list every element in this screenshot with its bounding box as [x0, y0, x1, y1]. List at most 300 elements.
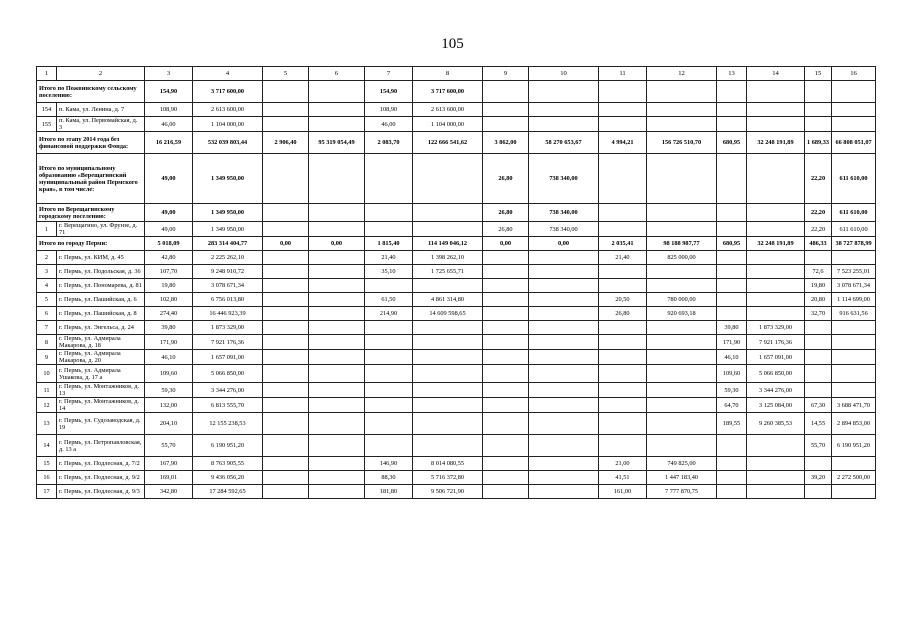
table-cell: 109,60 — [145, 365, 193, 383]
row-number: 15 — [37, 457, 57, 471]
table-row — [37, 413, 876, 435]
table-cell: 72,6 — [805, 265, 832, 279]
column-header: 3 — [145, 67, 193, 81]
table-cell: 22,20 — [805, 154, 832, 204]
table-cell: 8 014 080,55 — [413, 457, 483, 471]
table-cell — [599, 204, 647, 222]
table-cell: 32 248 191,89 — [747, 132, 805, 154]
table-cell — [413, 335, 483, 350]
table-cell — [483, 293, 529, 307]
table-cell: 3 717 600,00 — [193, 81, 263, 103]
table-cell — [599, 435, 647, 457]
table-cell: 39,80 — [145, 321, 193, 335]
table-cell — [805, 251, 832, 265]
row-number: 5 — [37, 293, 57, 307]
table-cell: 738 340,00 — [529, 222, 599, 237]
table-header-row — [37, 67, 876, 81]
table-row — [37, 293, 876, 307]
subtotal-row — [37, 237, 876, 251]
column-header: 7 — [365, 67, 413, 81]
table-cell: 4 994,21 — [599, 132, 647, 154]
table-cell: 181,80 — [365, 485, 413, 499]
table-cell — [805, 321, 832, 335]
table-cell — [529, 435, 599, 457]
table-cell — [832, 251, 876, 265]
table-cell: 189,55 — [717, 413, 747, 435]
column-header: 11 — [599, 67, 647, 81]
table-cell — [747, 81, 805, 103]
table-cell — [413, 383, 483, 398]
table-cell — [309, 251, 365, 265]
table-cell — [717, 204, 747, 222]
table-cell — [647, 350, 717, 365]
table-cell: 64,70 — [717, 398, 747, 413]
table-cell — [483, 413, 529, 435]
table-cell — [529, 321, 599, 335]
table-cell — [263, 485, 309, 499]
table-cell — [747, 204, 805, 222]
table-cell: 32 248 191,89 — [747, 237, 805, 251]
subtotal-row — [37, 81, 876, 103]
table-cell — [717, 485, 747, 499]
table-cell: 2 083,70 — [365, 132, 413, 154]
table-row — [37, 222, 876, 237]
row-number: 10 — [37, 365, 57, 383]
table-cell: 611 610,00 — [832, 154, 876, 204]
table-cell: 154,90 — [145, 81, 193, 103]
table-cell: 20,80 — [805, 293, 832, 307]
table-cell — [529, 279, 599, 293]
table-cell: 171,90 — [717, 335, 747, 350]
table-cell — [832, 335, 876, 350]
column-header: 15 — [805, 67, 832, 81]
table-cell — [483, 81, 529, 103]
table-cell — [599, 117, 647, 132]
table-cell — [309, 485, 365, 499]
row-number: 3 — [37, 265, 57, 279]
table-cell: 3 125 084,00 — [747, 398, 805, 413]
table-cell: 21,40 — [599, 251, 647, 265]
table-cell — [832, 117, 876, 132]
table-cell — [365, 413, 413, 435]
table-cell: 9 436 056,20 — [193, 471, 263, 485]
table-cell — [529, 307, 599, 321]
table-cell: 107,70 — [145, 265, 193, 279]
table-cell: 21,40 — [365, 251, 413, 265]
table-cell: 58 270 653,67 — [529, 132, 599, 154]
table-cell: 1 104 000,00 — [413, 117, 483, 132]
table-cell — [832, 103, 876, 117]
table-cell — [805, 457, 832, 471]
table-cell — [263, 154, 309, 204]
table-cell — [483, 435, 529, 457]
housing-program-table — [36, 66, 876, 499]
table-cell — [647, 321, 717, 335]
table-body — [37, 67, 876, 499]
table-cell: 1 725 655,71 — [413, 265, 483, 279]
table-cell — [717, 457, 747, 471]
table-cell: 55,70 — [145, 435, 193, 457]
table-cell: 920 693,18 — [647, 307, 717, 321]
table-cell: 2 613 600,00 — [413, 103, 483, 117]
table-cell: 3 688 471,70 — [832, 398, 876, 413]
table-cell: 16 216,59 — [145, 132, 193, 154]
table-cell — [747, 265, 805, 279]
table-cell — [309, 321, 365, 335]
table-cell: 1 657 091,00 — [747, 350, 805, 365]
table-cell: 9 506 721,90 — [413, 485, 483, 499]
table-cell — [805, 350, 832, 365]
table-cell: 7 777 870,75 — [647, 485, 717, 499]
table-cell — [263, 81, 309, 103]
table-cell — [263, 307, 309, 321]
table-cell: 1 873 329,00 — [747, 321, 805, 335]
row-address: г. Пермь, ул. Энгельса, д. 24 — [57, 321, 145, 335]
table-cell — [647, 435, 717, 457]
column-header: 6 — [309, 67, 365, 81]
table-cell: 38 727 878,99 — [832, 237, 876, 251]
table-cell — [263, 321, 309, 335]
table-cell: 1 689,33 — [805, 132, 832, 154]
table-cell: 738 340,00 — [529, 204, 599, 222]
table-cell — [309, 154, 365, 204]
table-cell — [747, 435, 805, 457]
table-cell — [529, 457, 599, 471]
row-address: г. Пермь, ул. Монтажников, д. 13 — [57, 383, 145, 398]
table-cell: 22,20 — [805, 222, 832, 237]
table-cell: 22,20 — [805, 204, 832, 222]
table-row — [37, 335, 876, 350]
table-cell — [483, 321, 529, 335]
column-header: 8 — [413, 67, 483, 81]
table-cell — [805, 103, 832, 117]
table-cell: 41,51 — [599, 471, 647, 485]
table-cell: 49,00 — [145, 204, 193, 222]
table-cell — [805, 365, 832, 383]
table-cell — [647, 365, 717, 383]
table-cell: 67,30 — [805, 398, 832, 413]
page-number: 105 — [441, 36, 464, 52]
row-label: Итого по Пожвинскому сельскому поселению: — [37, 81, 145, 103]
row-address: г. Пермь, ул. Пономарева, д. 81 — [57, 279, 145, 293]
table-cell — [263, 471, 309, 485]
table-cell — [309, 265, 365, 279]
table-cell — [805, 81, 832, 103]
table-cell — [747, 457, 805, 471]
table-cell — [263, 117, 309, 132]
row-address: г. Пермь, ул. Адмирала Макарова, д. 18 — [57, 335, 145, 350]
row-number: 8 — [37, 335, 57, 350]
table-cell — [309, 307, 365, 321]
table-cell — [529, 335, 599, 350]
table-cell — [717, 154, 747, 204]
table-cell — [365, 154, 413, 204]
row-number: 1 — [37, 222, 57, 237]
table-row — [37, 457, 876, 471]
table-cell — [529, 117, 599, 132]
row-number: 154 — [37, 103, 57, 117]
table-cell — [413, 413, 483, 435]
row-number: 9 — [37, 350, 57, 365]
table-cell — [309, 204, 365, 222]
table-cell — [413, 321, 483, 335]
table-cell: 98 188 987,77 — [647, 237, 717, 251]
table-cell — [529, 251, 599, 265]
table-cell — [647, 154, 717, 204]
table-cell: 49,00 — [145, 154, 193, 204]
table-cell — [413, 435, 483, 457]
table-cell — [483, 279, 529, 293]
table-cell: 3 862,00 — [483, 132, 529, 154]
row-label: Итого по муниципальному образованию «Верещагинский муниципальный район Пермского края», в том числе: — [37, 154, 145, 204]
table-cell: 14,55 — [805, 413, 832, 435]
column-header: 12 — [647, 67, 717, 81]
table-cell — [717, 293, 747, 307]
table-cell — [832, 485, 876, 499]
row-label: Итого по этапу 2014 года без финансовой поддержки Фонда: — [37, 132, 145, 154]
row-number: 13 — [37, 413, 57, 435]
table-cell — [263, 335, 309, 350]
table-cell — [263, 204, 309, 222]
table-cell — [309, 117, 365, 132]
table-cell — [483, 471, 529, 485]
table-cell: 3 344 276,00 — [747, 383, 805, 398]
table-cell: 169,01 — [145, 471, 193, 485]
table-cell — [747, 471, 805, 485]
table-cell — [647, 335, 717, 350]
table-cell: 16 446 923,39 — [193, 307, 263, 321]
table-cell: 214,90 — [365, 307, 413, 321]
table-cell — [263, 265, 309, 279]
table-cell: 46,00 — [145, 117, 193, 132]
row-number: 4 — [37, 279, 57, 293]
table-cell — [309, 293, 365, 307]
table-cell: 1 349 950,00 — [193, 154, 263, 204]
table-cell: 6 190 951,20 — [832, 435, 876, 457]
table-cell: 132,00 — [145, 398, 193, 413]
table-cell — [413, 279, 483, 293]
row-address: г. Пермь, ул. Пашийская, д. 8 — [57, 307, 145, 321]
table-cell: 7 921 176,36 — [193, 335, 263, 350]
table-cell: 35,10 — [365, 265, 413, 279]
table-cell — [483, 117, 529, 132]
table-cell: 49,00 — [145, 222, 193, 237]
table-cell: 283 314 404,77 — [193, 237, 263, 251]
row-address: г. Пермь, ул. Подлесная, д. 9/3 — [57, 485, 145, 499]
table-cell: 611 610,00 — [832, 222, 876, 237]
table-cell — [805, 117, 832, 132]
table-row — [37, 398, 876, 413]
table-cell: 20,50 — [599, 293, 647, 307]
table-cell: 6 813 555,70 — [193, 398, 263, 413]
column-header: 10 — [529, 67, 599, 81]
table-cell: 1 114 699,00 — [832, 293, 876, 307]
table-cell — [413, 365, 483, 383]
table-cell — [529, 365, 599, 383]
table-cell: 59,30 — [717, 383, 747, 398]
table-cell: 1 104 000,00 — [193, 117, 263, 132]
table-cell — [365, 279, 413, 293]
table-cell: 9 260 385,53 — [747, 413, 805, 435]
row-number: 7 — [37, 321, 57, 335]
table-cell: 5 716 372,80 — [413, 471, 483, 485]
table-cell — [483, 485, 529, 499]
table-cell — [599, 335, 647, 350]
table-cell: 146,90 — [365, 457, 413, 471]
table-cell: 1 447 183,40 — [647, 471, 717, 485]
table-cell: 109,60 — [717, 365, 747, 383]
table-cell — [599, 413, 647, 435]
table-cell — [263, 222, 309, 237]
table-cell: 26,80 — [483, 204, 529, 222]
table-cell — [747, 103, 805, 117]
table-cell — [647, 204, 717, 222]
table-cell: 738 340,00 — [529, 154, 599, 204]
table-cell: 1 815,40 — [365, 237, 413, 251]
table-cell — [365, 435, 413, 457]
column-header: 14 — [747, 67, 805, 81]
table-cell: 2 225 262,10 — [193, 251, 263, 265]
table-cell — [832, 365, 876, 383]
table-cell — [747, 279, 805, 293]
table-cell: 3 078 671,34 — [193, 279, 263, 293]
table-cell: 5 018,09 — [145, 237, 193, 251]
table-cell — [599, 154, 647, 204]
column-header: 9 — [483, 67, 529, 81]
table-cell — [529, 103, 599, 117]
table-cell — [747, 485, 805, 499]
table-cell: 1 349 950,00 — [193, 222, 263, 237]
table-cell — [529, 413, 599, 435]
table-cell — [483, 251, 529, 265]
table-cell — [599, 279, 647, 293]
table-cell — [647, 222, 717, 237]
subtotal-row — [37, 154, 876, 204]
table-cell — [832, 81, 876, 103]
table-cell: 3 078 671,34 — [832, 279, 876, 293]
table-cell — [483, 398, 529, 413]
table-cell: 8 763 905,55 — [193, 457, 263, 471]
table-cell: 2 272 500,00 — [832, 471, 876, 485]
row-number: 6 — [37, 307, 57, 321]
table-cell — [717, 251, 747, 265]
table-cell — [599, 81, 647, 103]
table-cell: 5 066 850,00 — [193, 365, 263, 383]
table-cell — [365, 398, 413, 413]
table-cell — [832, 457, 876, 471]
table-cell — [309, 279, 365, 293]
table-cell — [309, 222, 365, 237]
column-header: 13 — [717, 67, 747, 81]
table-cell — [747, 307, 805, 321]
table-cell — [805, 335, 832, 350]
table-cell — [599, 365, 647, 383]
table-cell: 32,70 — [805, 307, 832, 321]
table-cell: 7 523 255,01 — [832, 265, 876, 279]
table-cell: 12 155 238,53 — [193, 413, 263, 435]
table-cell — [263, 350, 309, 365]
table-cell — [832, 321, 876, 335]
table-cell — [599, 321, 647, 335]
row-address: г. Пермь, ул. Подлесная, д. 7/2 — [57, 457, 145, 471]
table-cell — [647, 81, 717, 103]
table-cell: 26,80 — [599, 307, 647, 321]
table-cell — [717, 307, 747, 321]
table-row — [37, 279, 876, 293]
table-cell — [529, 81, 599, 103]
table-cell — [309, 103, 365, 117]
table-row — [37, 485, 876, 499]
table-cell — [263, 103, 309, 117]
row-number: 155 — [37, 117, 57, 132]
table-cell — [529, 485, 599, 499]
table-cell — [263, 365, 309, 383]
table-cell: 108,90 — [365, 103, 413, 117]
table-cell: 19,80 — [145, 279, 193, 293]
table-cell: 0,00 — [483, 237, 529, 251]
table-cell — [263, 251, 309, 265]
table-cell: 46,10 — [145, 350, 193, 365]
column-header: 4 — [193, 67, 263, 81]
table-cell — [263, 413, 309, 435]
table-row — [37, 435, 876, 457]
table-row — [37, 265, 876, 279]
table-cell: 6 190 951,20 — [193, 435, 263, 457]
table-cell — [263, 435, 309, 457]
table-cell: 39,80 — [717, 321, 747, 335]
table-cell: 2 035,41 — [599, 237, 647, 251]
table-cell: 26,80 — [483, 154, 529, 204]
table-cell — [832, 383, 876, 398]
column-header: 1 — [37, 67, 57, 81]
table-cell — [599, 103, 647, 117]
row-address: г. Пермь, ул. Пашийская, д. 6 — [57, 293, 145, 307]
table-cell: 2 894 853,00 — [832, 413, 876, 435]
table-cell — [413, 154, 483, 204]
table-row — [37, 117, 876, 132]
table-cell — [309, 435, 365, 457]
table-cell — [717, 103, 747, 117]
table-cell: 102,80 — [145, 293, 193, 307]
table-cell: 780 000,00 — [647, 293, 717, 307]
table-row — [37, 103, 876, 117]
table-cell — [747, 293, 805, 307]
table-cell: 42,80 — [145, 251, 193, 265]
table-cell — [747, 222, 805, 237]
table-cell: 4 861 314,80 — [413, 293, 483, 307]
table-cell — [263, 398, 309, 413]
table-cell — [529, 293, 599, 307]
table-cell — [483, 103, 529, 117]
table-cell: 5 066 850,00 — [747, 365, 805, 383]
table-cell: 55,70 — [805, 435, 832, 457]
table-cell: 0,00 — [263, 237, 309, 251]
row-label: Итого по городу Перми: — [37, 237, 145, 251]
table-cell — [309, 471, 365, 485]
table-cell: 161,00 — [599, 485, 647, 499]
table-cell: 21,00 — [599, 457, 647, 471]
table-cell — [365, 350, 413, 365]
row-label: Итого по Верещагинскому городскому поселению: — [37, 204, 145, 222]
column-header: 16 — [832, 67, 876, 81]
table-cell — [647, 103, 717, 117]
table-cell: 0,00 — [309, 237, 365, 251]
table-cell — [717, 222, 747, 237]
table-cell — [413, 222, 483, 237]
table-cell: 26,80 — [483, 222, 529, 237]
table-cell: 39,20 — [805, 471, 832, 485]
table-cell: 825 000,00 — [647, 251, 717, 265]
